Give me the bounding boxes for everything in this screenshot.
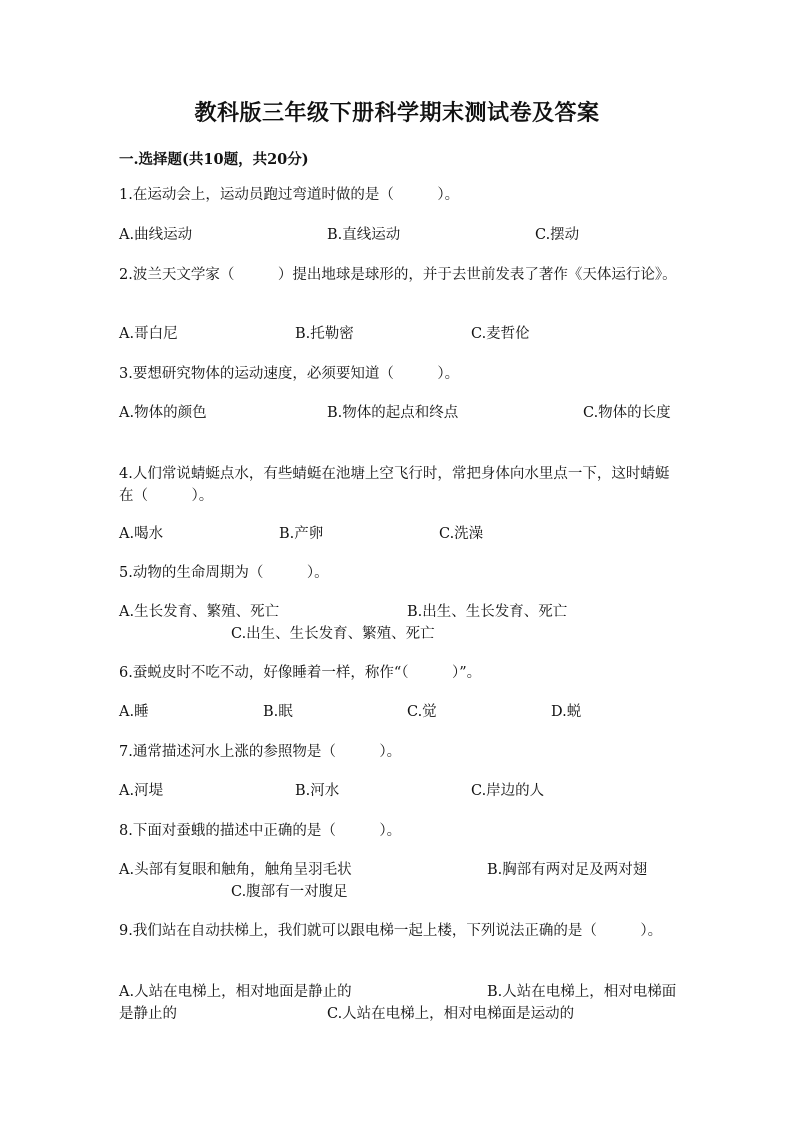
q5-option-a: A.生长发育、繁殖、死亡 [119,604,280,620]
q8-option-a: A.头部有复眼和触角，触角呈羽毛状 [119,862,352,878]
q4-option-b: B.产卵 [279,526,324,542]
q6-option-a: A.睡 [119,704,149,720]
q4-option-a: A.喝水 [119,526,164,542]
q3-option-a: A.物体的颜色 [119,405,207,421]
q2-option-c: C.麦哲伦 [471,326,530,342]
question-4: 4.人们常说蜻蜓点水，有些蜻蜓在池塘上空飞行时，常把身体向水里点一下，这时蜻蜓在（ ）。 [119,466,670,504]
q7-option-a: A.河堤 [119,783,164,799]
q1-option-a: A.曲线运动 [119,227,193,243]
question-5: 5.动物的生命周期为（ ）。 [119,565,329,581]
question-8: 8.下面对蚕蛾的描述中正确的是（ ）。 [119,823,402,839]
q2-option-a: A.哥白尼 [119,326,178,342]
q9-option-b: B.人站在电梯上，相对电梯面是静止的 [119,984,677,1022]
q8-option-b: B.胸部有两对足及两对翅 [487,862,648,878]
q5-option-b: B.出生、生长发育、死亡 [407,604,568,620]
question-6: 6.蚕蜕皮时不吃不动，好像睡着一样，称作“（ ）”。 [119,665,482,681]
question-3: 3.要想研究物体的运动速度，必须要知道（ ）。 [119,366,460,382]
question-9: 9.我们站在自动扶梯上，我们就可以跟电梯一起上楼，下列说法正确的是（ ）。 [119,923,663,939]
q3-option-b: B.物体的起点和终点 [327,405,459,421]
q5-option-c: C.出生、生长发育、繁殖、死亡 [231,626,435,642]
q9-option-a: A.人站在电梯上，相对地面是静止的 [119,984,352,1000]
q6-option-b: B.眠 [263,704,293,720]
page-title: 教科版三年级下册科学期末测试卷及答案 [194,100,600,126]
question-2: 2.波兰天文学家（ ）提出地球是球形的，并于去世前发表了著作《天体运行论》。 [119,267,677,283]
section-heading: 一.选择题(共10题，共20分) [119,151,309,168]
q8-option-c: C.腹部有一对腹足 [231,884,348,900]
question-7: 7.通常描述河水上涨的参照物是（ ）。 [119,744,402,760]
question-1: 1.在运动会上，运动员跑过弯道时做的是（ ）。 [119,187,460,203]
q6-option-c: C.觉 [407,704,437,720]
q3-option-c: C.物体的长度 [583,405,671,421]
q7-option-b: B.河水 [295,783,340,799]
q4-option-c: C.洗澡 [439,526,484,542]
q9-option-c: C.人站在电梯上，相对电梯面是运动的 [327,1006,575,1022]
q2-option-b: B.托勒密 [295,326,354,342]
q1-option-b: B.直线运动 [327,227,401,243]
q6-option-d: D.蜕 [551,704,582,720]
q1-option-c: C.摆动 [535,227,580,243]
q7-option-c: C.岸边的人 [471,783,545,799]
